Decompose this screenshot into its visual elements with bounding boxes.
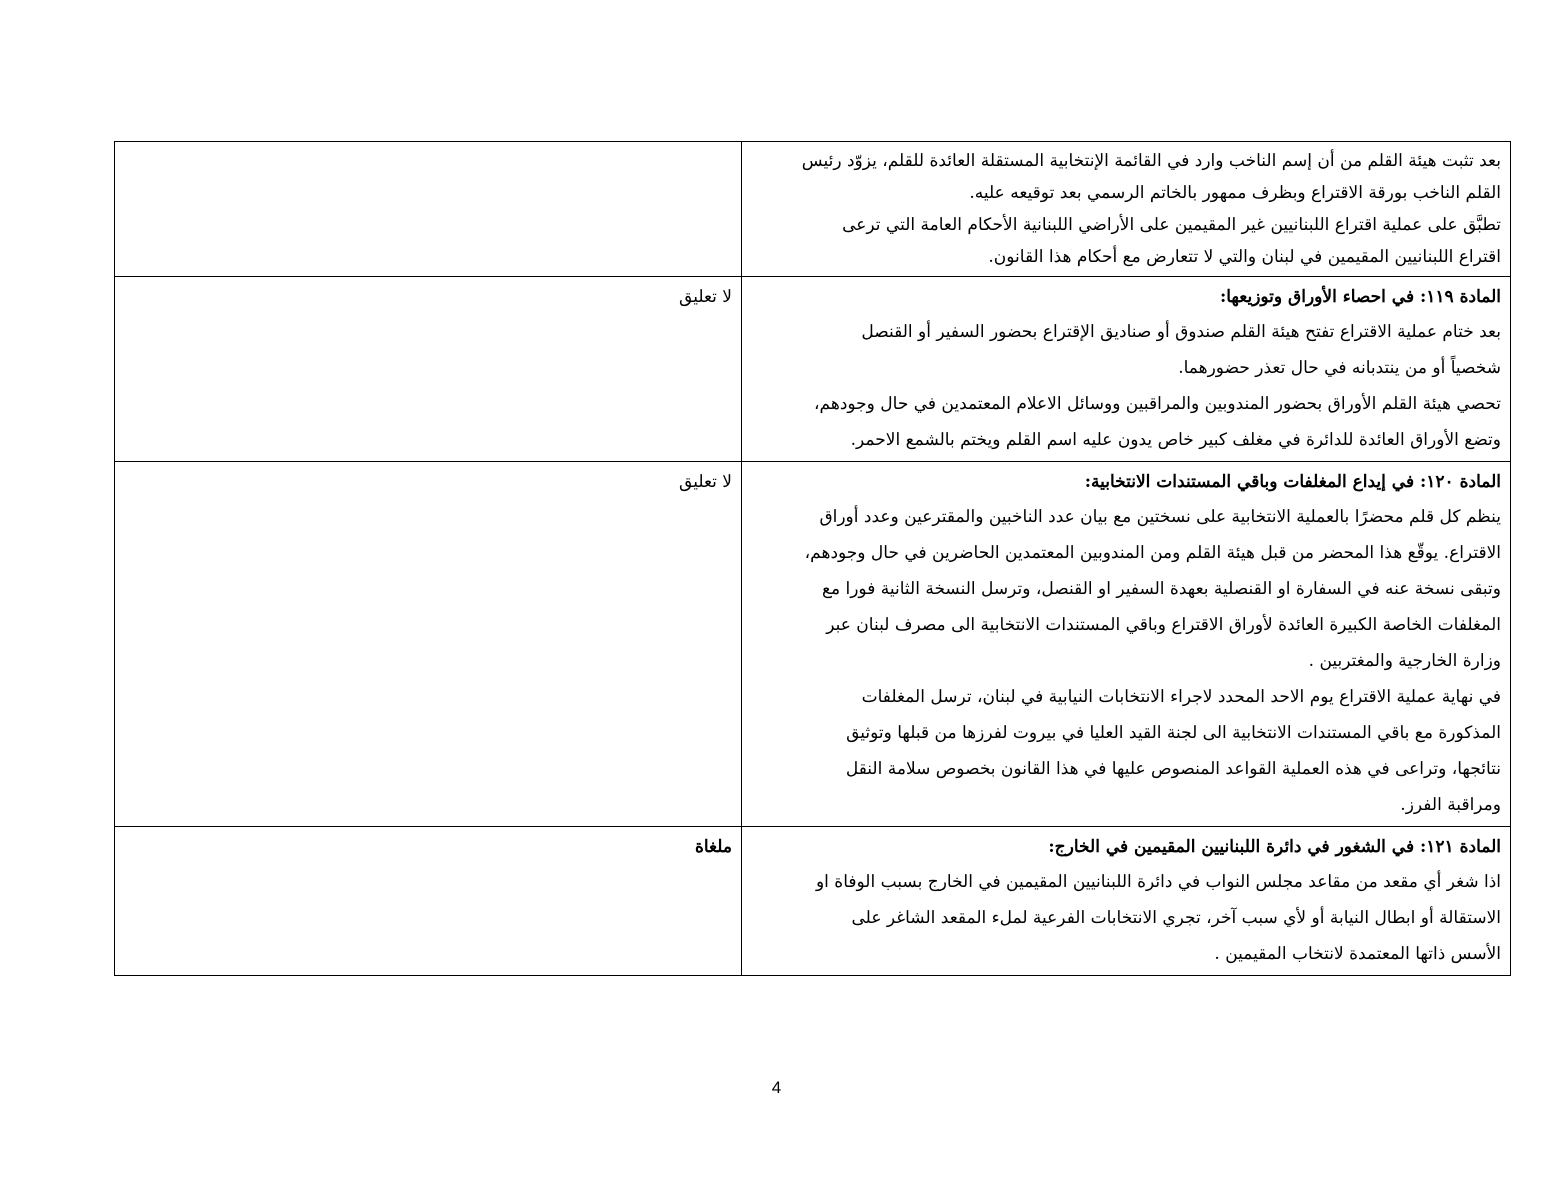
- article-line: الاقتراع. يوقّع هذا المحضر من قبل هيئة القلم ومن المندوبين المعتمدين الحاضرين في حال وجودهم،: [804, 543, 1501, 563]
- table-row: [115, 142, 1511, 277]
- page-number: 4: [771, 1078, 782, 1097]
- comment-text: ملغاة: [694, 837, 732, 857]
- article-line: الأسس ذاتها المعتمدة لانتخاب المقيمين .: [1214, 944, 1501, 964]
- comment-text: لا تعليق: [679, 472, 732, 492]
- article-line: وتضع الأوراق العائدة للدائرة في مغلف كبير خاص يدون عليه اسم القلم ويختم بالشمع الاحمر.: [850, 430, 1501, 450]
- article-line: اقتراع اللبنانيين المقيمين في لبنان والتي لا تتعارض مع أحكام هذا القانون.: [988, 247, 1501, 267]
- article-text-cell: [742, 142, 1511, 277]
- article-heading: المادة ١٢١: في الشغور في دائرة اللبنانيين المقيمين في الخارج:: [1048, 837, 1501, 857]
- article-line: بعد ختام عملية الاقتراع تفتح هيئة القلم صندوق أو صناديق الإقتراع بحضور السفير أو القنصل: [861, 322, 1501, 342]
- article-heading: المادة ١١٩: في احصاء الأوراق وتوزيعها:: [1219, 287, 1501, 307]
- article-heading: المادة ١٢٠: في إيداع المغلفات وباقي المستندات الانتخابية:: [1084, 472, 1501, 492]
- table-row: [115, 462, 1511, 827]
- article-line: الاستقالة أو ابطال النيابة أو لأي سبب آخر، تجري الانتخابات الفرعية لملء المقعد الشاغر على: [851, 908, 1501, 928]
- article-line: شخصياً أو من ينتدبانه في حال تعذر حضورهما.: [1178, 358, 1501, 378]
- table-row: [115, 827, 1511, 976]
- comment-cell: [115, 462, 742, 827]
- article-line: في نهاية عملية الاقتراع يوم الاحد المحدد لاجراء الانتخابات النيابية في لبنان، ترسل المغلفات: [861, 687, 1501, 707]
- article-line: اذا شغر أي مقعد من مقاعد مجلس النواب في دائرة اللبنانيين المقيمين في الخارج بسبب الوفاة او: [815, 872, 1501, 892]
- article-text-cell: [742, 277, 1511, 462]
- article-line: ومراقبة الفرز.: [1400, 795, 1501, 815]
- comment-text: [115, 142, 741, 148]
- article-line: وتبقى نسخة عنه في السفارة او القنصلية بعهدة السفير او القنصل، وترسل النسخة الثانية فورا مع: [821, 579, 1501, 599]
- article-line: القلم الناخب بورقة الاقتراع وبظرف ممهور بالخاتم الرسمي بعد توقيعه عليه.: [969, 183, 1501, 203]
- article-line: المذكورة مع باقي المستندات الانتخابية الى لجنة القيد العليا في بيروت لفرزها من قبلها وتوثيق: [846, 723, 1501, 743]
- article-line: تحصي هيئة القلم الأوراق بحضور المندوبين والمراقبين ووسائل الاعلام المعتمدين في حال وجودهم،: [814, 394, 1501, 414]
- article-text-cell: [742, 462, 1511, 827]
- article-line: وزارة الخارجية والمغتربين .: [1308, 651, 1501, 671]
- comment-text: لا تعليق: [679, 287, 732, 307]
- comment-cell: [115, 142, 742, 277]
- article-text-cell: [742, 827, 1511, 976]
- articles-table: [114, 141, 1511, 976]
- article-line: المغلفات الخاصة الكبيرة العائدة لأوراق الاقتراع وباقي المستندات الانتخابية الى مصرف لبنان عبر: [826, 615, 1501, 635]
- article-line: نتائجها، وتراعى في هذه العملية القواعد المنصوص عليها في هذا القانون بخصوص سلامة النقل: [845, 759, 1501, 779]
- article-line: بعد تثبت هيئة القلم من أن إسم الناخب وارد في القائمة الإنتخابية المستقلة العائدة للقلم، يزوّد رئيس: [801, 151, 1501, 171]
- comment-cell: [115, 277, 742, 462]
- article-line: ينظم كل قلم محضرًا بالعملية الانتخابية على نسختين مع بيان عدد الناخبين والمقترعين وعدد أوراق: [819, 507, 1501, 527]
- table-row: [115, 277, 1511, 462]
- comment-cell: [115, 827, 742, 976]
- article-line: تطبَّق على عملية اقتراع اللبنانيين غير المقيمين على الأراضي اللبنانية الأحكام العامة التي ترعى: [842, 215, 1501, 235]
